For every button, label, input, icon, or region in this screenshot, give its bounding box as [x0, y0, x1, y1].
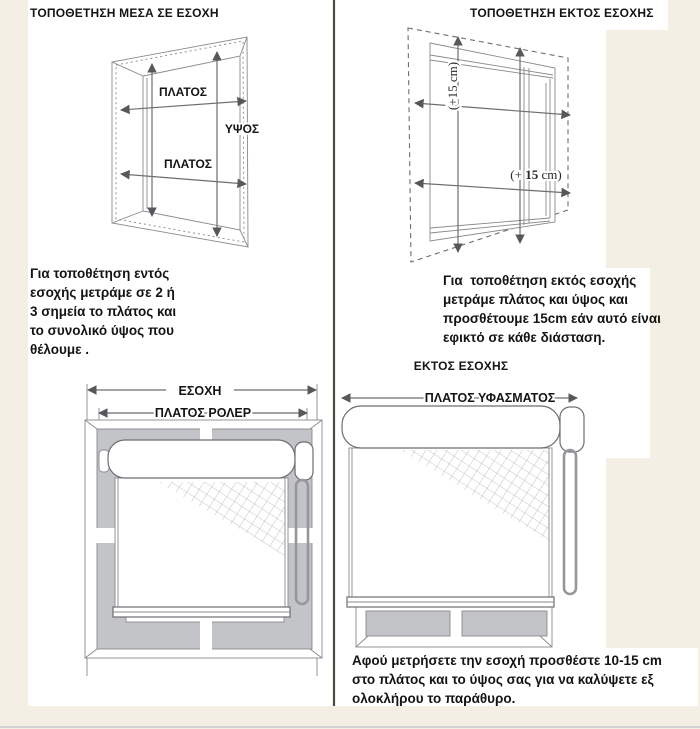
text-line: εφικτό σε κάθε διάσταση.	[443, 330, 606, 345]
recess-label: ΕΣΟΧΗ	[178, 384, 222, 398]
text-line: το συνολικό ύψος που	[30, 323, 174, 338]
text-line: Αφού μετρήσετε την εσοχή προσθέστε 10-15 cm	[352, 653, 662, 668]
text-line: θέλουμε .	[30, 342, 90, 357]
instruction-bottom	[352, 651, 662, 708]
roller-tube	[108, 440, 295, 478]
bottom-rule	[0, 726, 700, 728]
text-line: προσθέτουμε 15cm εάν αυτό είναι	[443, 311, 661, 326]
roller-width-label: ΠΛΑΤΟΣ ΡΟΛΕΡ	[154, 406, 252, 420]
width-add-suffix: cm)	[538, 167, 562, 182]
recess-perspective-diagram	[85, 28, 285, 263]
instruction-outside-recess	[443, 271, 661, 347]
text-line: Για τοποθέτηση εντός	[30, 266, 170, 281]
section-title-outside-recess: ΤΟΠΟΘΕΤΗΣΗ ΕΚΤΟΣ ΕΣΟΧΗΣ	[470, 6, 654, 20]
outside-mount-diagram	[336, 390, 586, 652]
width-label-top: ΠΛΑΤΟΣ	[159, 85, 207, 99]
end-cap-right	[295, 442, 313, 480]
text-line: μετράμε πλάτος και ύψος και	[443, 292, 628, 307]
instruction-inside-recess	[30, 264, 176, 359]
recess-frame	[112, 37, 248, 247]
height-label: ΥΨΟΣ	[224, 122, 260, 136]
text-line: στο πλάτος και το ύψος σας για να καλύψετε εξ	[352, 672, 654, 687]
end-cap-right	[560, 407, 584, 452]
window-frame	[356, 607, 552, 647]
inside-mount-diagram	[58, 376, 334, 681]
section-title-outside-mount: ΕΚΤΟΣ ΕΣΟΧΗΣ	[413, 359, 509, 373]
section-title-inside-recess: ΤΟΠΟΘΕΤΗΣΗ ΜΕΣΑ ΣΕ ΕΣΟΧΗ	[30, 6, 219, 20]
pull-chain	[564, 450, 576, 594]
text-line: εσοχής μετράμε σε 2 ή	[30, 285, 175, 300]
text-line: 3 σημεία το πλάτος και	[30, 304, 177, 319]
outside-perspective-diagram	[402, 22, 582, 267]
roller-tube	[342, 406, 560, 448]
width-add-prefix: (+	[510, 167, 526, 182]
text-line: ολοκλήρου το παράθυρο.	[352, 691, 516, 706]
width-label-bottom: ΠΛΑΤΟΣ	[164, 157, 212, 171]
height-add-label: (+15 cm)	[445, 61, 460, 111]
width-add-label	[510, 167, 561, 182]
width-add-value: 15	[525, 167, 539, 182]
roller-fabric	[347, 448, 554, 607]
fabric-width-label: ΠΛΑΤΟΣ ΥΦΑΣΜΑΤΟΣ	[424, 391, 556, 405]
text-line: Για τοποθέτηση εκτός εσοχής	[443, 273, 637, 288]
roller-fabric	[113, 478, 290, 617]
